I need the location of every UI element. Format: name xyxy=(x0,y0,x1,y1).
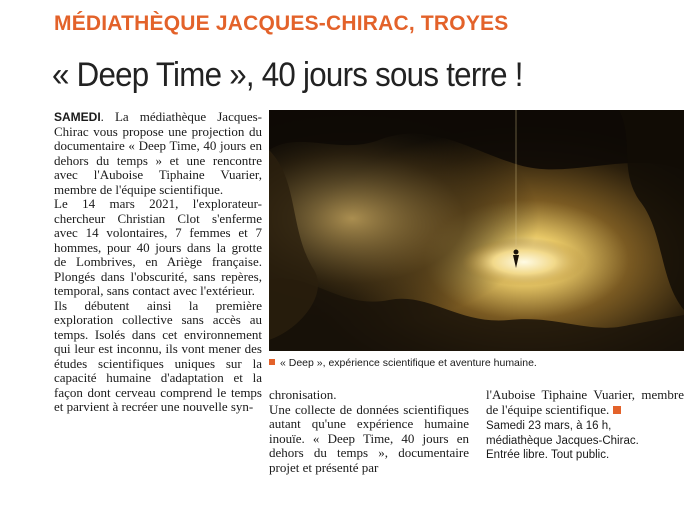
article-column-2 xyxy=(269,388,469,475)
paragraph-1-text: . La médiathèque Jacques-Chirac vous propose une projection du documentaire « Deep Time, 40 jours en dehors du temps » et une rencontre avec l'Auboise Tiphaine Vuarier, membre de l'équipe scientifique. xyxy=(54,109,262,197)
event-info-access: Entrée libre. Tout public. xyxy=(486,449,610,461)
article-kicker: MÉDIATHÈQUE JACQUES-CHIRAC, TROYES xyxy=(54,12,509,35)
event-info xyxy=(486,419,684,463)
article-headline: « Deep Time », 40 jours sous terre ! xyxy=(52,56,523,94)
paragraph-6-text: l'Auboise Tiphaine Vuarier, membre de l'équipe scientifique. xyxy=(486,387,684,417)
lead-word: SAMEDI xyxy=(54,110,101,124)
caption-text: « Deep », expérience scientifique et aventure humaine. xyxy=(280,357,537,369)
paragraph-1 xyxy=(54,110,262,197)
article-column-3 xyxy=(486,388,684,463)
paragraph-5: Une collecte de données scientifiques autant qu'une expérience humaine inouïe. « Deep Time, 40 jours en dehors du temps », documentaire projet et présenté par xyxy=(269,401,469,475)
event-info-date: Samedi 23 mars, à 16 h, xyxy=(486,420,612,432)
paragraph-2: Le 14 mars 2021, l'explorateur-chercheur Christian Clot s'enferme avec 14 volontaires, 7 femmes et 7 hommes, pour 40 jours dans la grotte de Lombrives, en Ariège française. Plongés dans l'obscurité, sans repères, temporal, sans contact avec l'extérieur. xyxy=(54,196,262,298)
paragraph-4: chronisation. xyxy=(269,387,337,402)
end-square-icon xyxy=(613,406,621,414)
paragraph-3: Ils débutent ainsi la première exploration collective sans accès au temps. Isolés dans cet environnement qui leur est inconnu, ils vont mener des études scientifiques uniques sur la capacité humaine d'adaptation et la façon dont cerveau comprend le temps et parvient à recréer une nouvelle syn- xyxy=(54,297,262,414)
cave-photo-image xyxy=(269,110,684,351)
paragraph-6 xyxy=(486,388,684,417)
photo-caption xyxy=(269,357,684,369)
caption-square-icon xyxy=(269,359,275,365)
cave-photo xyxy=(269,110,684,351)
article-column-1 xyxy=(54,110,262,415)
event-info-place: médiathèque Jacques-Chirac. xyxy=(486,434,639,447)
